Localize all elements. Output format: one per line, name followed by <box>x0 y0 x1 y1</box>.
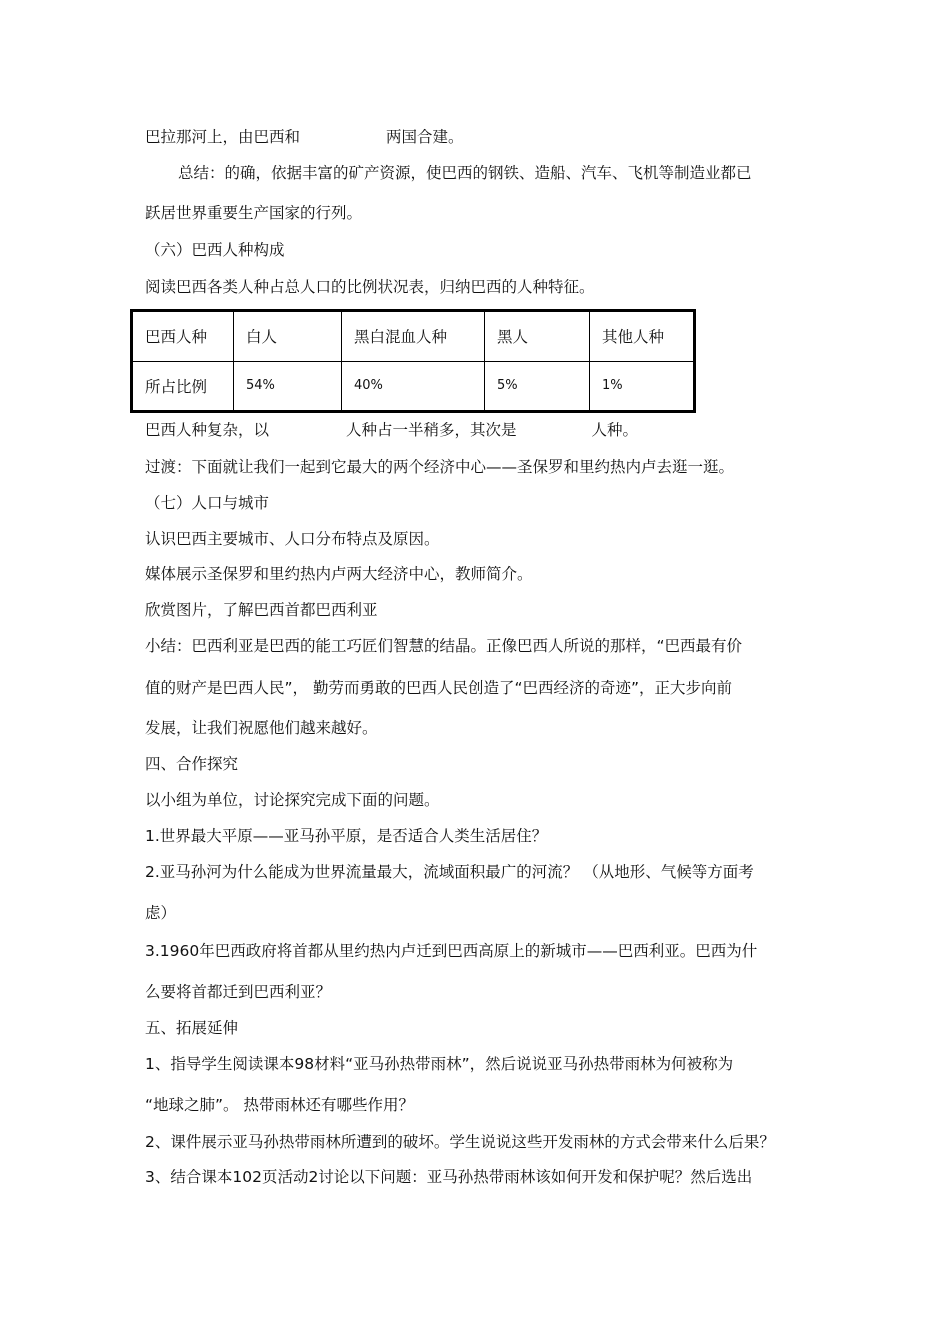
text-line <box>145 127 464 147</box>
list-item: 3、结合课本102页活动2讨论以下问题：亚马孙热带雨林该如何开发和保护呢？然后选出 <box>145 1168 753 1186</box>
text-line: 总结：的确，依据丰富的矿产资源，使巴西的钢铁、造船、汽车、飞机等制造业都已 <box>178 164 752 182</box>
text-line: “地球之肺”。 热带雨林还有哪些作用？ <box>145 1096 414 1114</box>
text-line: 过渡：下面就让我们一起到它最大的两个经济中心——圣保罗和里约热内卢去逛一逛。 <box>145 458 735 476</box>
section-heading: 五、拓展延伸 <box>145 1019 239 1037</box>
table-row <box>132 361 695 412</box>
text-segment: 巴拉那河上，由巴西和 <box>145 128 301 146</box>
question-item: 3.1960年巴西政府将首都从里约热内卢迁到巴西高原上的新城市——巴西利亚。巴西为什 <box>145 942 758 960</box>
text-line <box>145 420 638 440</box>
text-line: 小结：巴西利亚是巴西的能工巧匠们智慧的结晶。正像巴西人所说的那样，“巴西最有价 <box>145 637 743 655</box>
table-cell: 54% <box>234 361 342 412</box>
text-line: 媒体展示圣保罗和里约热内卢两大经济中心，教师简介。 <box>145 565 533 583</box>
section-heading: （六）巴西人种构成 <box>145 241 285 259</box>
list-item: 1、指导学生阅读课本98材料“亚马孙热带雨林”，然后说说亚马孙热带雨林为何被称为 <box>145 1055 734 1073</box>
text-line: 跃居世界重要生产国家的行列。 <box>145 204 363 222</box>
text-segment: 人种。 <box>591 421 639 439</box>
table-cell: 40% <box>342 361 485 412</box>
text-line: 以小组为单位，讨论探究完成下面的问题。 <box>145 791 440 809</box>
question-item: 1.世界最大平原——亚马孙平原，是否适合人类生活居住？ <box>145 827 548 845</box>
text-segment: 巴西人种复杂，以 <box>145 421 270 439</box>
table-cell: 巴西人种 <box>132 311 234 362</box>
table-cell: 其他人种 <box>590 311 695 362</box>
text-line: 值的财产是巴西人民”， 勤劳而勇敢的巴西人民创造了“巴西经济的奇迹”，正大步向前 <box>145 679 733 697</box>
section-heading: 四、合作探究 <box>145 755 239 773</box>
text-line: 么要将首都迁到巴西利亚？ <box>145 983 332 1001</box>
table-cell: 5% <box>485 361 590 412</box>
text-segment: 两国合建。 <box>386 128 464 146</box>
question-item: 2.亚马孙河为什么能成为世界流量最大，流域面积最广的河流？ （从地形、气候等方面考 <box>145 863 754 881</box>
race-ratio-table <box>130 309 696 413</box>
table-cell: 所占比例 <box>132 361 234 412</box>
table-cell: 白人 <box>234 311 342 362</box>
text-line: 欣赏图片，了解巴西首都巴西利亚 <box>145 601 378 619</box>
table-cell: 1% <box>590 361 695 412</box>
text-line: 发展，让我们祝愿他们越来越好。 <box>145 719 378 737</box>
text-line: 认识巴西主要城市、人口分布特点及原因。 <box>145 530 440 548</box>
section-heading: （七）人口与城市 <box>145 494 270 512</box>
text-line: 阅读巴西各类人种占总人口的比例状况表，归纳巴西的人种特征。 <box>145 278 595 296</box>
table-cell: 黑人 <box>485 311 590 362</box>
list-item: 2、课件展示亚马孙热带雨林所遭到的破坏。学生说说这些开发雨林的方式会带来什么后果？ <box>145 1133 775 1151</box>
text-line: 虑） <box>145 904 177 922</box>
table-cell: 黑白混血人种 <box>342 311 485 362</box>
table-row <box>132 311 695 362</box>
text-segment: 人种占一半稍多，其次是 <box>346 421 517 439</box>
